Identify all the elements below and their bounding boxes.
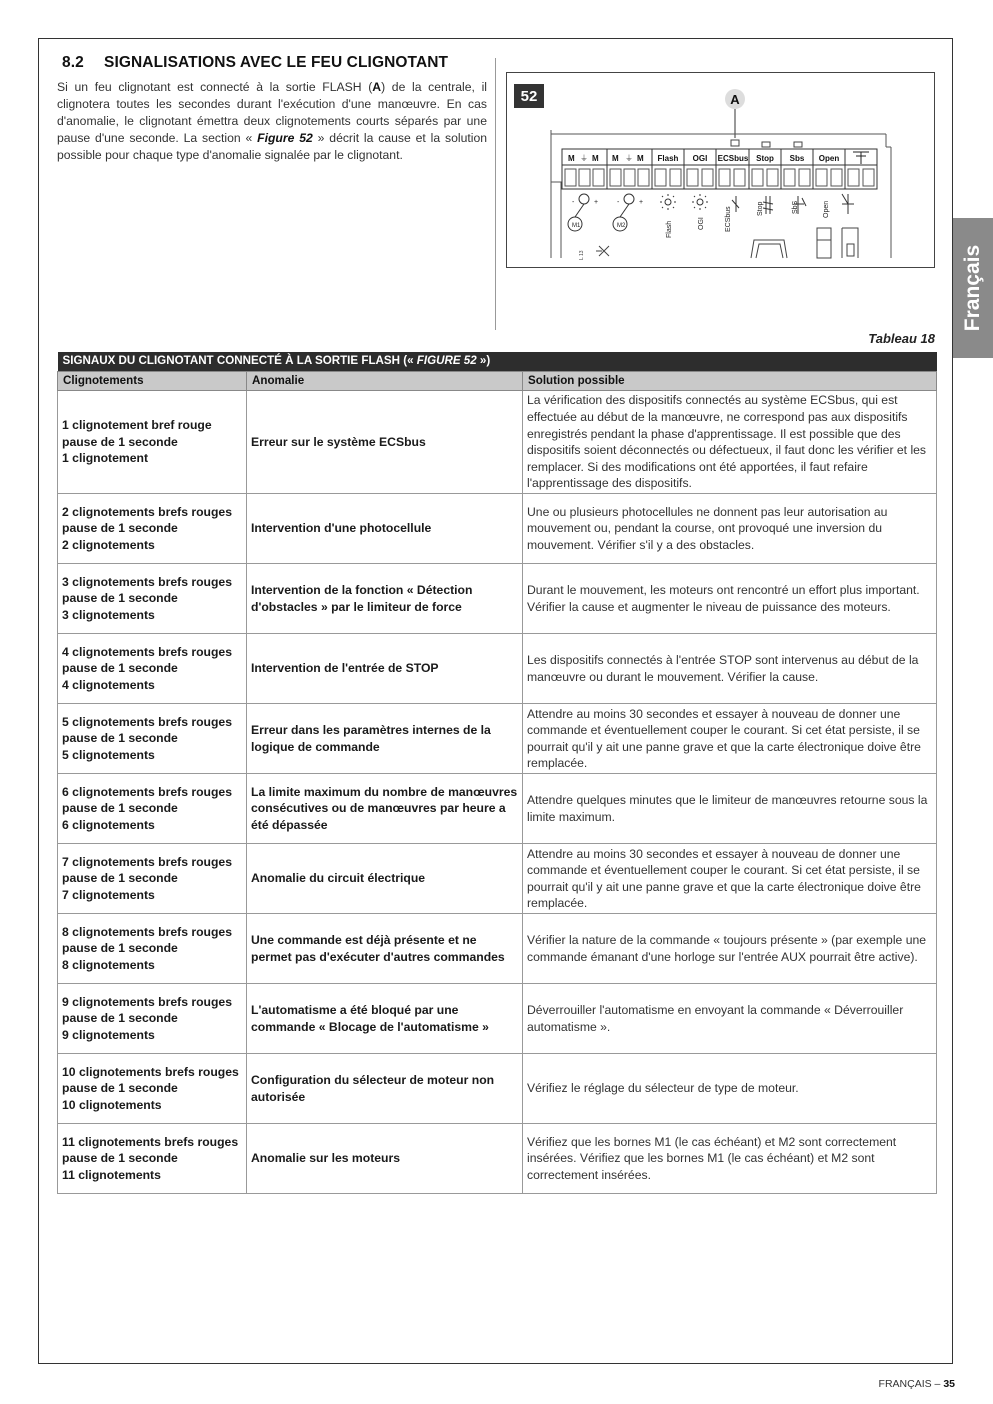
- svg-text:+: +: [594, 199, 599, 206]
- table-title: SIGNAUX DU CLIGNOTANT CONNECTÉ À LA SORTIE FLASH (« FIGURE 52 »): [58, 352, 937, 371]
- blinks-line: 8 clignotements brefs rouges: [62, 924, 232, 939]
- blinks-line: pause de 1 seconde: [62, 731, 178, 746]
- solution-cell: Vérifiez le réglage du sélecteur de type de moteur.: [523, 1054, 937, 1124]
- blinks-line: pause de 1 seconde: [62, 434, 178, 449]
- jumper-outline: [817, 228, 831, 258]
- section-title: SIGNALISATIONS AVEC LE FEU CLIGNOTANT: [104, 54, 449, 71]
- solution-cell: Une ou plusieurs photocellules ne donnent pas leur autorisation au mouvement ou, pendant la course, ont provoqué une inversion du mouvement. Vérifier s'il y a des obstacles.: [523, 494, 937, 564]
- svg-text:+: +: [639, 199, 644, 206]
- blinks-line: pause de 1 seconde: [62, 661, 178, 676]
- ecsbus-icon: [732, 196, 739, 212]
- section-heading: [62, 54, 448, 72]
- svg-text:⏚: ⏚: [625, 154, 633, 163]
- intro-figure-ref: Figure 52: [257, 131, 313, 145]
- anomaly-cell: Anomalie sur les moteurs: [247, 1124, 523, 1194]
- svg-text:-: -: [572, 199, 575, 206]
- terminal-stop-label: Stop: [756, 154, 774, 163]
- motor1-ground-icon: [579, 194, 589, 204]
- table-row: [58, 494, 937, 564]
- column-divider: [495, 58, 496, 330]
- blinks-line: 4 clignotements brefs rouges: [62, 644, 232, 659]
- svg-text:M: M: [592, 154, 599, 163]
- blinks-line: 2 clignotements: [62, 537, 155, 552]
- blinks-line: 6 clignotements: [62, 817, 155, 832]
- blinks-line: 9 clignotements brefs rouges: [62, 994, 232, 1009]
- blinks-line: 3 clignotements brefs rouges: [62, 574, 232, 589]
- motor1-label: M1: [572, 223, 581, 229]
- table-row: [58, 1054, 937, 1124]
- intro-paragraph: [57, 79, 487, 164]
- terminal-flash-label: Flash: [657, 154, 679, 163]
- anomaly-cell: Intervention de la fonction « Détection d'obstacles » par le limiteur de force: [247, 564, 523, 634]
- open-icon: [842, 194, 854, 214]
- blinks-line: pause de 1 seconde: [62, 871, 178, 886]
- footer-language: FRANÇAIS –: [878, 1378, 944, 1390]
- buzzer-icon: [596, 246, 609, 256]
- anomaly-cell: Erreur dans les paramètres internes de la logique de commande: [247, 704, 523, 774]
- intro-text-1: Si un feu clignotant est connecté à la sortie FLASH (: [57, 80, 373, 94]
- anomaly-cell: Intervention de l'entrée de STOP: [247, 634, 523, 704]
- blinks-line: 11 clignotements: [62, 1167, 161, 1182]
- ogi-lamp-icon: [697, 199, 703, 205]
- table-caption: Tableau 18: [868, 331, 935, 346]
- blinks-line: pause de 1 seconde: [62, 1081, 178, 1096]
- blinks-line: 11 clignotements brefs rouges: [62, 1134, 239, 1149]
- table-row: [58, 1124, 937, 1194]
- column-header-solution: Solution possible: [523, 371, 937, 391]
- svg-text:L 13: L 13: [579, 250, 585, 260]
- blinks-line: 4 clignotements: [62, 677, 155, 692]
- solution-cell: Attendre au moins 30 secondes et essayer à nouveau de donner une commande et éventuellement couper le courant. Si cet état persiste, il se pourrait qu'il y ait une panne grave et que la carte électronique doive être remplacée.: [523, 704, 937, 774]
- table-title-row: [58, 352, 937, 371]
- table-header-row: [58, 371, 937, 391]
- blinks-line: 9 clignotements: [62, 1027, 155, 1042]
- svg-text:⏚: ⏚: [580, 154, 588, 163]
- blinks-line: pause de 1 seconde: [62, 801, 178, 816]
- blinks-cell: [58, 774, 247, 844]
- blinks-line: pause de 1 seconde: [62, 1011, 178, 1026]
- motor2-ground-icon: [624, 194, 634, 204]
- blinks-cell: [58, 914, 247, 984]
- language-side-tab-label: Français: [961, 244, 985, 332]
- terminal-ogi-label: OGI: [692, 154, 708, 163]
- blinks-cell: [58, 844, 247, 914]
- intro-text-3: » décrit la cause et la solution possible pour chaque type d'anomalie signalée par le clignotant.: [57, 131, 487, 162]
- svg-text:-: -: [617, 199, 620, 206]
- figure-number-badge: 52: [514, 84, 544, 108]
- solution-cell: Vérifiez que les bornes M1 (le cas échéant) et M2 sont correctement insérées. Vérifiez que les bornes M1 (le cas échéant) et M2 sont correctement insérées.: [523, 1124, 937, 1194]
- table-row: [58, 391, 937, 494]
- blinks-line: 7 clignotements: [62, 887, 155, 902]
- solution-cell: Attendre au moins 30 secondes et essayer à nouveau de donner une commande et éventuellement couper le courant. Si cet état persiste, il se pourrait qu'il y ait une panne grave et que la carte électronique doive être remplacée.: [523, 844, 937, 914]
- table-row: [58, 704, 937, 774]
- column-header-anomaly: Anomalie: [247, 371, 523, 391]
- solution-cell: Déverrouiller l'automatisme en envoyant la commande « Déverrouiller automatisme ».: [523, 984, 937, 1054]
- language-side-tab: [953, 218, 993, 358]
- blinks-line: 10 clignotements brefs rouges: [62, 1064, 239, 1079]
- blinks-line: 1 clignotement: [62, 451, 149, 466]
- svg-text:M: M: [568, 154, 575, 163]
- page-number: 35: [943, 1378, 955, 1390]
- anomaly-cell: Intervention d'une photocellule: [247, 494, 523, 564]
- page-footer: [820, 1378, 955, 1390]
- radio-slot: [842, 228, 858, 258]
- blinks-line: 8 clignotements: [62, 957, 155, 972]
- blinks-cell: [58, 984, 247, 1054]
- blinks-line: pause de 1 seconde: [62, 591, 178, 606]
- blinks-line: 3 clignotements: [62, 607, 155, 622]
- svg-text:M: M: [612, 154, 619, 163]
- blinks-cell: [58, 564, 247, 634]
- blinks-line: 6 clignotements brefs rouges: [62, 784, 232, 799]
- intro-text-2: ) de la centrale, il clignotera toutes les secondes durant l'exécution d'une manœuvre. En cas d'anomalie, le clignotant émettra deux clignotements courts séparés par une pause d'une seconde. La section «: [57, 80, 487, 145]
- marker-a-label: A: [730, 92, 740, 107]
- blinks-line: 5 clignotements brefs rouges: [62, 714, 232, 729]
- led-flash: [731, 140, 739, 146]
- table-row: [58, 914, 937, 984]
- led-sbs: [794, 142, 802, 147]
- blinks-cell: [58, 1054, 247, 1124]
- terminal-sbs-label: Sbs: [789, 154, 805, 163]
- stop-icon: [763, 196, 773, 214]
- blinks-line: 5 clignotements: [62, 747, 155, 762]
- anomaly-cell: Une commande est déjà présente et ne permet pas d'exécuter d'autres commandes: [247, 914, 523, 984]
- led-stop: [762, 142, 770, 147]
- blinks-line: 10 clignotements: [62, 1097, 162, 1112]
- flash-lamp-icon: [665, 199, 671, 205]
- blinks-line: pause de 1 seconde: [62, 941, 178, 956]
- anomaly-cell: Anomalie du circuit électrique: [247, 844, 523, 914]
- svg-text:M: M: [637, 154, 644, 163]
- bottom-label-sbs: SbS: [792, 200, 799, 214]
- solution-cell: Les dispositifs connectés à l'entrée STOP sont intervenus au début de la manœuvre ou durant le mouvement. Vérifier la cause.: [523, 634, 937, 704]
- anomaly-cell: La limite maximum du nombre de manœuvres consécutives ou de manœuvres par heure a été dépassée: [247, 774, 523, 844]
- board-notch: [551, 182, 561, 258]
- table-row: [58, 984, 937, 1054]
- bottom-label-ogi: OGI: [698, 217, 705, 230]
- motor2-label: M2: [617, 223, 626, 229]
- blinks-line: pause de 1 seconde: [62, 1151, 178, 1166]
- table-row: [58, 634, 937, 704]
- table-row: [58, 774, 937, 844]
- control-board-diagram: [506, 72, 935, 268]
- intro-flash-ref: A: [372, 80, 382, 94]
- table-body: [58, 391, 937, 1194]
- bottom-label-ecsbus: ECSbus: [725, 206, 732, 232]
- blinks-cell: [58, 1124, 247, 1194]
- blinks-line: pause de 1 seconde: [62, 521, 178, 536]
- blinks-cell: [58, 704, 247, 774]
- terminal-open-label: Open: [818, 154, 840, 163]
- solution-cell: La vérification des dispositifs connectés au système ECSbus, qui est effectuée au début de la manœuvre, ne correspond pas aux dispositifs enregistrés pendant la phase d'apprentissage. Il est possible que des dispositifs soient déconnectés ou défectueux, il faut donc les vérifier et les remplacer. Si des modifications ont été apportées, il faut refaire l'apprentissage des dispositifs.: [523, 391, 937, 494]
- blinks-cell: [58, 634, 247, 704]
- blinks-cell: [58, 391, 247, 494]
- anomaly-cell: Configuration du sélecteur de moteur non autorisée: [247, 1054, 523, 1124]
- column-header-blinks: Clignotements: [58, 371, 247, 391]
- blinks-cell: [58, 494, 247, 564]
- solution-cell: Attendre quelques minutes que le limiteur de manœuvres retourne sous la limite maximum.: [523, 774, 937, 844]
- anomaly-cell: Erreur sur le système ECSbus: [247, 391, 523, 494]
- bottom-label-flash: Flash: [666, 220, 673, 238]
- blinks-line: 2 clignotements brefs rouges: [62, 504, 232, 519]
- blinks-line: 7 clignotements brefs rouges: [62, 854, 232, 869]
- solution-cell: Vérifier la nature de la commande « toujours présente » (par exemple une commande émanant d'une horloge sur l'entrée AUX pourrait être active).: [523, 914, 937, 984]
- table-row: [58, 564, 937, 634]
- blinks-line: 1 clignotement bref rouge: [62, 418, 212, 433]
- bottom-label-stop: Stop: [757, 201, 764, 216]
- anomaly-cell: L'automatisme a été bloqué par une commande « Blocage de l'automatisme »: [247, 984, 523, 1054]
- terminal-ecsbus-label: ECSbus: [717, 154, 749, 163]
- table-row: [58, 844, 937, 914]
- section-number: 8.2: [62, 54, 84, 71]
- signals-table: [57, 352, 937, 1194]
- bottom-label-open: Open: [823, 200, 830, 218]
- solution-cell: Durant le mouvement, les moteurs ont rencontré un effort plus important. Vérifier la cause et augmenter le niveau de puissance des moteurs.: [523, 564, 937, 634]
